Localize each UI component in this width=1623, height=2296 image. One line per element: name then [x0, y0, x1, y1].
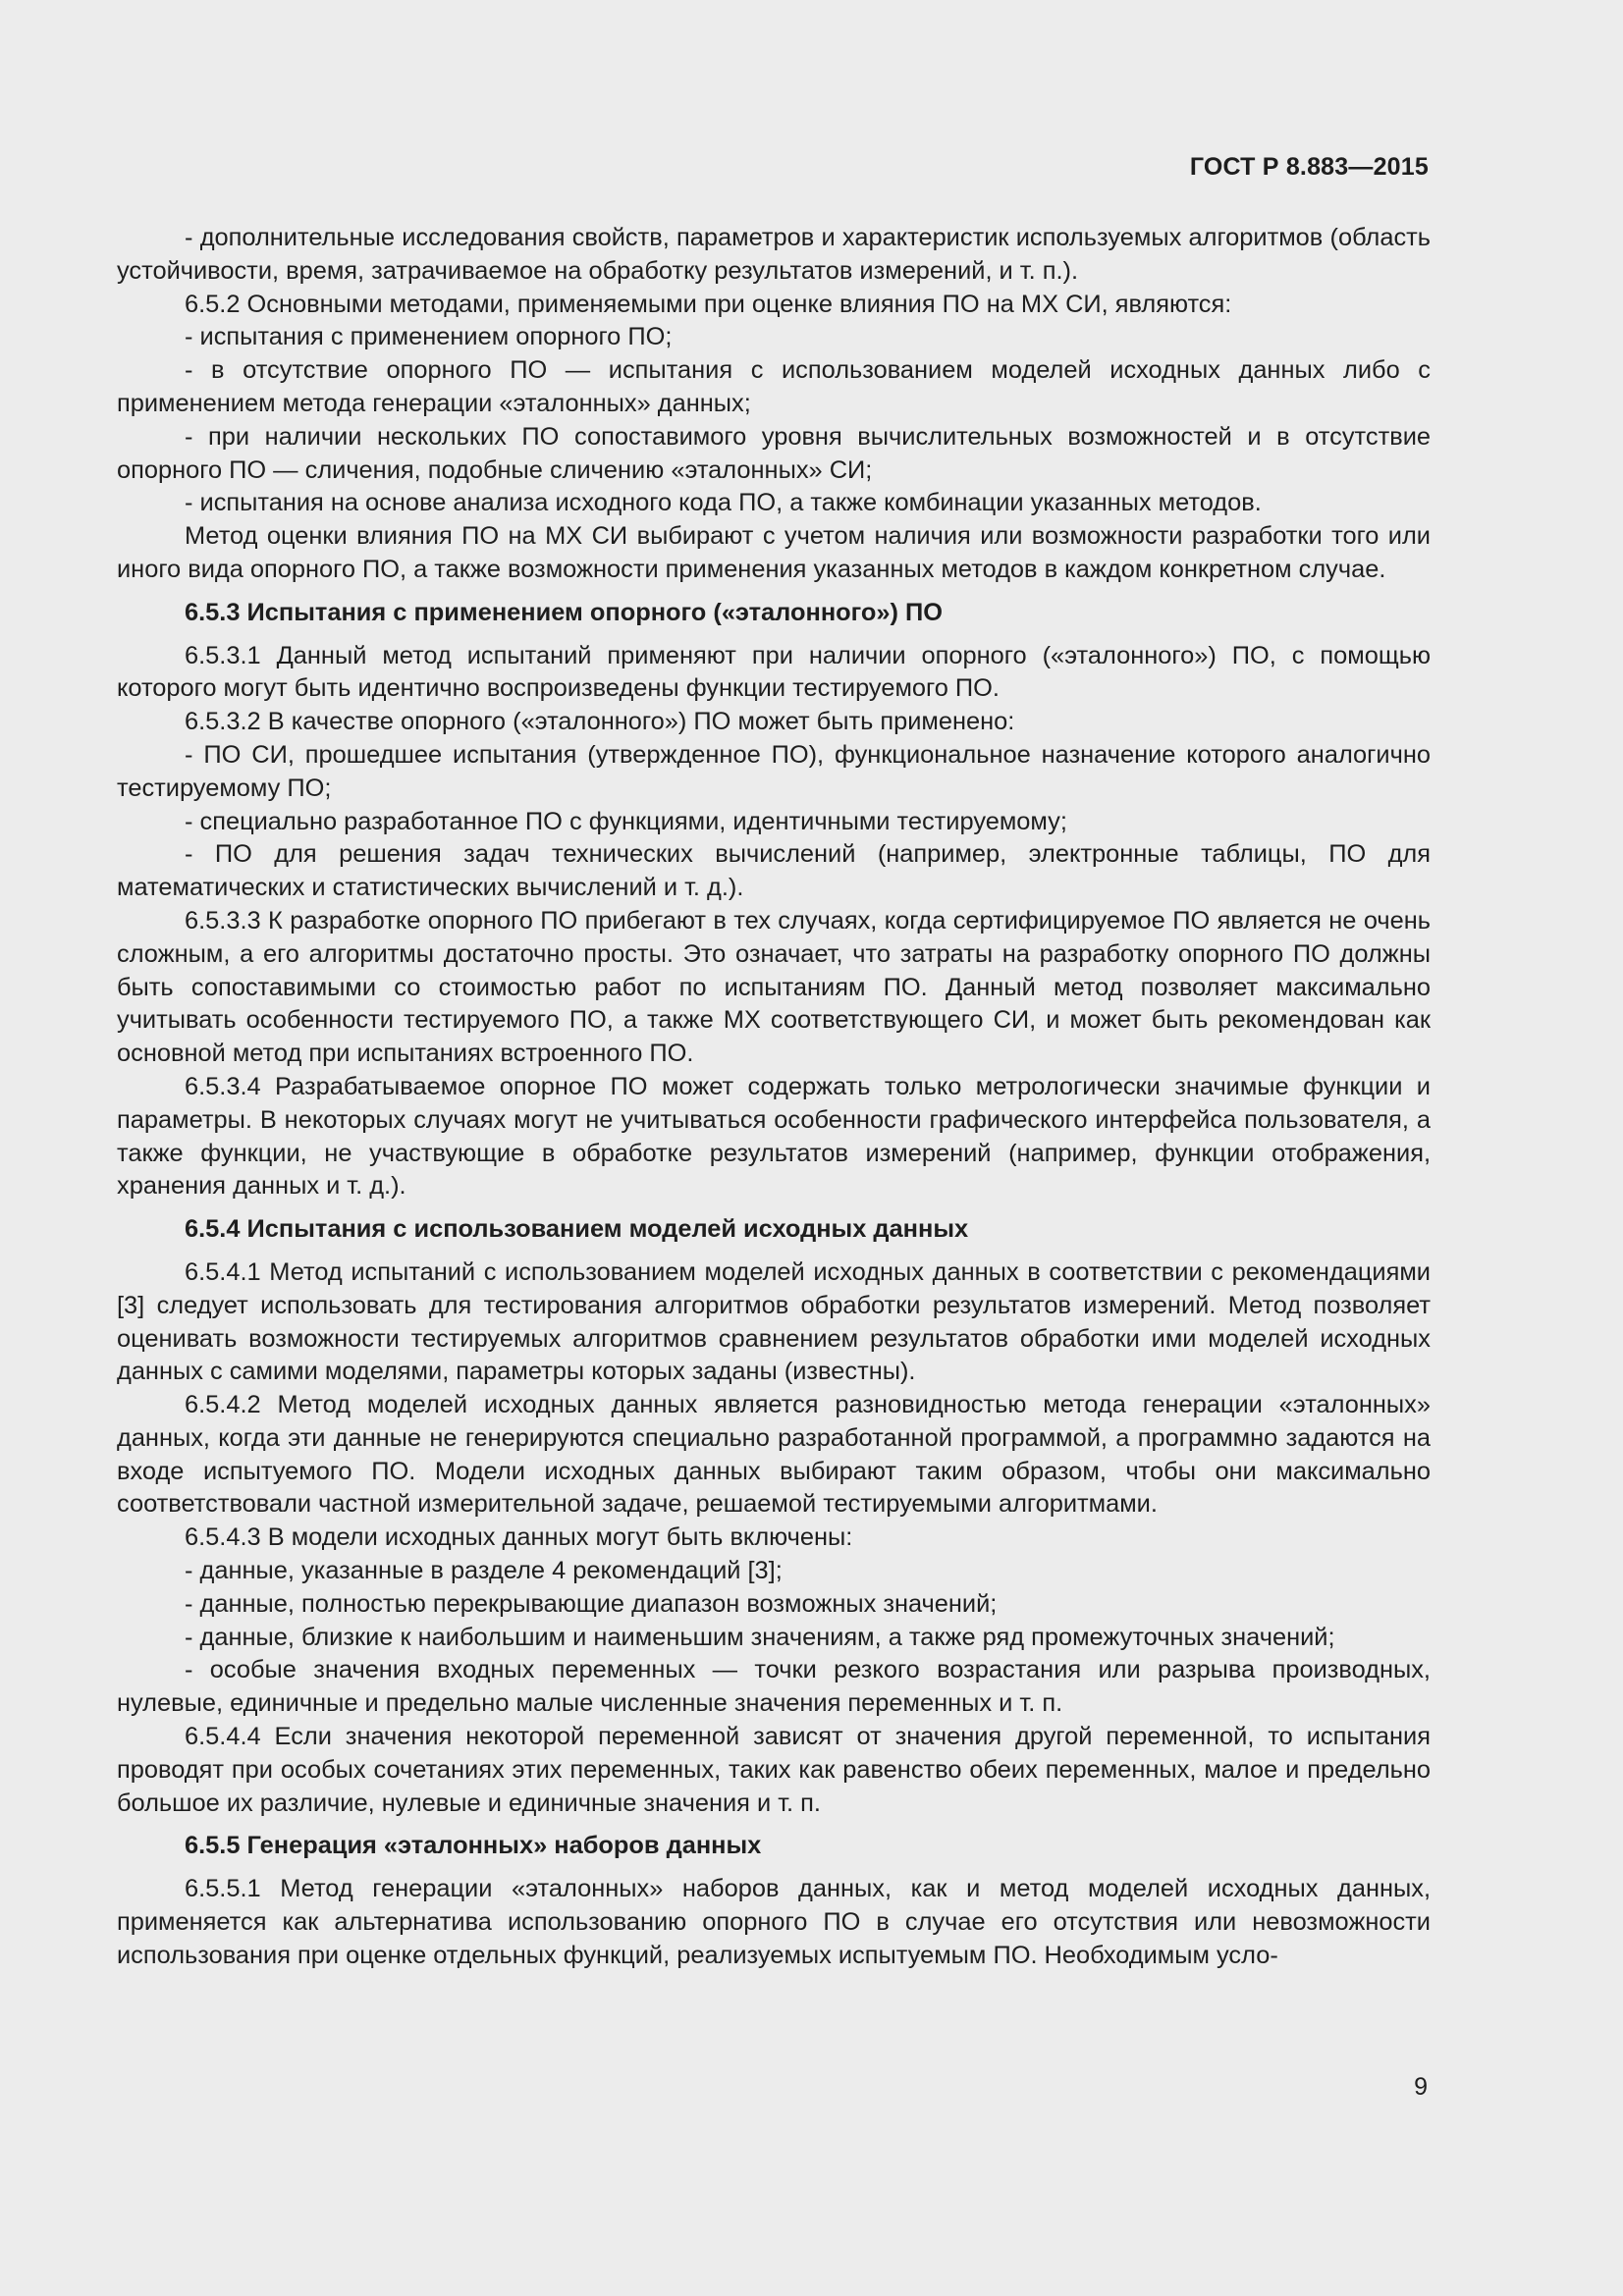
- list-item: - ПО СИ, прошедшее испытания (утвержденное ПО), функциональное назначение которого аналогично тестируемому ПО;: [117, 740, 1431, 802]
- body-paragraph: 6.5.3.1 Данный метод испытаний применяют при наличии опорного («эталонного») ПО, с помощью которого могут быть идентично воспроизведены функции тестируемого ПО.: [117, 641, 1431, 703]
- body-paragraph: 6.5.3.2 В качестве опорного («эталонного») ПО может быть применено:: [185, 708, 1015, 736]
- body-paragraph: 6.5.5.1 Метод генерации «эталонных» наборов данных, как и метод моделей исходных данных, применяется как альтернатива использованию опорного ПО в случае его отсутствия или невозможности использования при оценке отдельных функций, реализуемых испытуемым ПО. Необходимым усло-: [117, 1875, 1431, 1969]
- body-paragraph: 6.5.2 Основными методами, применяемыми при оценке влияния ПО на МХ СИ, являются:: [185, 290, 1232, 318]
- section-heading: 6.5.4 Испытания с использованием моделей исходных данных: [185, 1215, 969, 1244]
- document-body: [117, 222, 1431, 1973]
- page-number: 9: [1414, 2073, 1428, 2101]
- list-item: - особые значения входных переменных — точки резкого возрастания или разрыва производных, нулевые, единичные и предельно малые численные значения переменных и т. п.: [117, 1656, 1431, 1718]
- body-paragraph: 6.5.4.1 Метод испытаний с использованием моделей исходных данных в соответствии с рекомендациями [3] следует использовать для тестирования алгоритмов обработки результатов измерений. Метод позволяет оценивать возможности тестируемых алгоритмов сравнением результатов обработки ими моделей исходных данных с самими моделями, параметры которых заданы (известны).: [117, 1257, 1431, 1386]
- body-paragraph: 6.5.4.4 Если значения некоторой переменной зависят от значения другой переменной, то испытания проводят при особых сочетаниях этих переменных, таких как равенство обеих переменных, малое и предельно большое их различие, нулевые и единичные значения и т. п.: [117, 1723, 1431, 1817]
- list-item: - данные, близкие к наибольшим и наименьшим значениям, а также ряд промежуточных значений;: [185, 1623, 1335, 1651]
- list-item: - испытания на основе анализа исходного кода ПО, а также комбинации указанных методов.: [185, 489, 1262, 517]
- document-code-header: ГОСТ Р 8.883—2015: [1189, 153, 1429, 181]
- list-item: - данные, полностью перекрывающие диапазон возможных значений;: [185, 1589, 998, 1618]
- section-heading: 6.5.3 Испытания с применением опорного («эталонного») ПО: [185, 598, 944, 626]
- body-paragraph: 6.5.3.4 Разрабатываемое опорное ПО может содержать только метрологически значимые функции и параметры. В некоторых случаях могут не учитываться особенности графического интерфейса пользователя, а также функции, не участвующие в обработке результатов измерений (например, функции отображения, хранения данных и т. д.).: [117, 1072, 1431, 1201]
- body-paragraph: 6.5.4.2 Метод моделей исходных данных является разновидностью метода генерации «эталонных» данных, когда эти данные не генерируются специально разработанной программой, а программно задаются на входе испытуемого ПО. Модели исходных данных выбирают таким образом, чтобы они максимально соответствовали частной измерительной задаче, решаемой тестируемыми алгоритмами.: [117, 1391, 1431, 1519]
- body-paragraph: 6.5.3.3 К разработке опорного ПО прибегают в тех случаях, когда сертифицируемое ПО является не очень сложным, а его алгоритмы достаточно просты. Это означает, что затраты на разработку опорного ПО должны быть сопоставимыми со стоимостью работ по испытаниям ПО. Данный метод позволяет максимально учитывать особенности тестируемого ПО, а также МХ соответствующего СИ, и может быть рекомендован как основной метод при испытаниях встроенного ПО.: [117, 906, 1431, 1068]
- body-paragraph: Метод оценки влияния ПО на МХ СИ выбирают с учетом наличия или возможности разработки того или иного вида опорного ПО, а также возможности применения указанных методов в каждом конкретном случае.: [117, 522, 1431, 583]
- body-paragraph: 6.5.4.3 В модели исходных данных могут быть включены:: [185, 1523, 853, 1552]
- list-item: - дополнительные исследования свойств, параметров и характеристик используемых алгоритмов (область устойчивости, время, затрачиваемое на обработку результатов измерений, и т. п.).: [117, 224, 1431, 285]
- section-heading: 6.5.5 Генерация «эталонных» наборов данных: [185, 1832, 762, 1860]
- list-item: - при наличии нескольких ПО сопоставимого уровня вычислительных возможностей и в отсутствие опорного ПО — сличения, подобные сличению «эталонных» СИ;: [117, 422, 1431, 484]
- list-item: - специально разработанное ПО с функциями, идентичными тестируемому;: [185, 807, 1067, 835]
- list-item: - данные, указанные в разделе 4 рекомендаций [3];: [185, 1557, 783, 1585]
- list-item: - испытания с применением опорного ПО;: [185, 323, 673, 351]
- list-item: - в отсутствие опорного ПО — испытания с использованием моделей исходных данных либо с применением метода генерации «эталонных» данных;: [117, 356, 1431, 417]
- list-item: - ПО для решения задач технических вычислений (например, электронные таблицы, ПО для математических и статистических вычислений и т. д.).: [117, 840, 1431, 902]
